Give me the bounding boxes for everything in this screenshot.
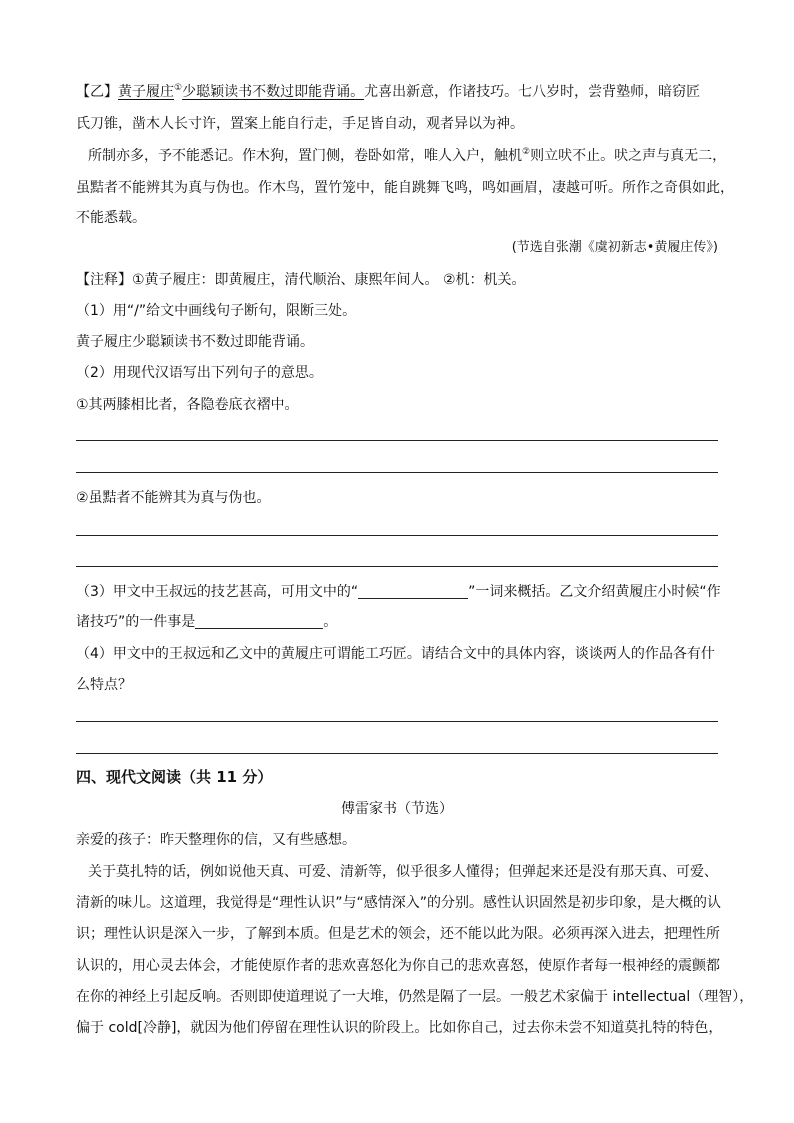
fill-blank-2[interactable]	[195, 614, 323, 629]
question-3-line-1	[76, 582, 726, 602]
letter-paragraph-line: 关于莫扎特的话，例如说他天真、可爱、清新等，似乎很多人懂得；但弹起来还是没有那天真、可爱、	[88, 864, 718, 880]
question-2-item-1: ①其两膝相比者，各隐卷底衣褶中。	[76, 397, 299, 413]
passage-b-line-3	[88, 146, 738, 166]
letter-paragraph-line: 偏于 cold[冷静]，就因为他们停留在理性认识的阶段上。比如你自己，过去你未尝不知道莫扎特的特色，	[76, 1020, 723, 1036]
passage-b-line-3a: 所制亦多，予不能悉记。作木狗，置门侧，卷卧如常，唯人入户，触机	[88, 148, 522, 164]
answer-line[interactable]	[76, 753, 718, 754]
question-1-sentence: 黄子履庄少聪颖读书不数过即能背诵。	[76, 334, 314, 350]
note-mark-1: ①	[174, 83, 183, 93]
answer-line[interactable]	[76, 440, 718, 441]
answer-line[interactable]	[76, 535, 718, 536]
question-1-prompt: （1）用“/”给文中画线句子断句，限断三处。	[76, 303, 357, 319]
question-4-line-1: （4）甲文中的王叔远和乙文中的黄履庄可谓能工巧匠。请结合文中的具体内容，谈谈两人的作品各有什	[76, 646, 715, 662]
letter-paragraph-line: 识；理性认识是深入一步，了解到本质。但是艺术的领会，还不能以此为限。必须再深入进去，把理性所	[76, 926, 720, 942]
question-3-text-d: 。	[323, 614, 338, 630]
letter-greeting: 亲爱的孩子：昨天整理你的信，又有些感想。	[76, 832, 356, 848]
source-citation: (节选自张潮《虞初新志•黄履庄传》)	[511, 240, 718, 255]
underlined-sentence: 少聪颖读书不数过即能背诵。	[182, 84, 365, 100]
question-3-text-a: （3）甲文中王叔远的技艺甚高，可用文中的“	[76, 584, 359, 600]
note-mark-2: ②	[522, 147, 531, 157]
answer-line[interactable]	[76, 566, 718, 567]
passage-b-line-1-rest: 尤喜出新意，作诸技巧。七八岁时，尝背塾师，暗窃匠	[364, 84, 701, 100]
passage-b-line-5: 不能悉载。	[76, 210, 146, 226]
question-3-text-b: ”一词来概括。乙文介绍黄履庄小时候“作	[468, 584, 721, 600]
answer-line[interactable]	[76, 472, 718, 473]
question-2-prompt: （2）用现代汉语写出下列句子的意思。	[76, 365, 323, 381]
passage-b-line-4: 虽黠者不能辨其为真与伪也。作木鸟，置竹笼中，能自跳舞飞鸣，鸣如画眉，凄越可听。所作之奇俱如此，	[76, 180, 734, 196]
annotation-notes: 【注释】①黄子履庄：即黄履庄，清代顺治、康熙年间人。 ②机：机关。	[76, 272, 526, 288]
question-3-text-c: 诸技巧”的一件事是	[76, 614, 196, 630]
passage-b-line-1	[76, 82, 726, 102]
question-3-line-2	[76, 612, 726, 632]
answer-line[interactable]	[76, 721, 718, 722]
letter-paragraph-line: 清新的味儿。这道理，我觉得是“理性认识”与“感情深入”的分别。感性认识固然是初步印象，是大概的认	[76, 895, 722, 911]
underlined-name: 黄子履庄	[118, 84, 174, 100]
passage-label: 【乙】	[76, 84, 118, 100]
article-title: 傅雷家书（节选）	[341, 801, 453, 817]
letter-paragraph-line: 在你的神经上引起反响。否则即使道理说了一大堆，仍然是隔了一层。一般艺术家偏于 intellectual（理智），	[76, 989, 754, 1005]
passage-b-line-2: 氏刀锥，凿木人长寸许，置案上能自行走，手足皆自动，观者异以为神。	[76, 116, 524, 132]
letter-paragraph-line: 认识的，用心灵去体会，才能使原作者的悲欢喜怒化为你自己的悲欢喜怒，使原作者每一根神经的震颤都	[76, 958, 720, 974]
section-heading: 四、现代文阅读（共 11 分）	[76, 768, 273, 786]
question-4-line-2: 么特点？	[76, 677, 132, 693]
fill-blank-1[interactable]	[358, 584, 468, 599]
question-2-item-2: ②虽黠者不能辨其为真与伪也。	[76, 490, 271, 506]
passage-b-line-3b: 则立吠不止。吠之声与真无二，	[530, 148, 727, 164]
